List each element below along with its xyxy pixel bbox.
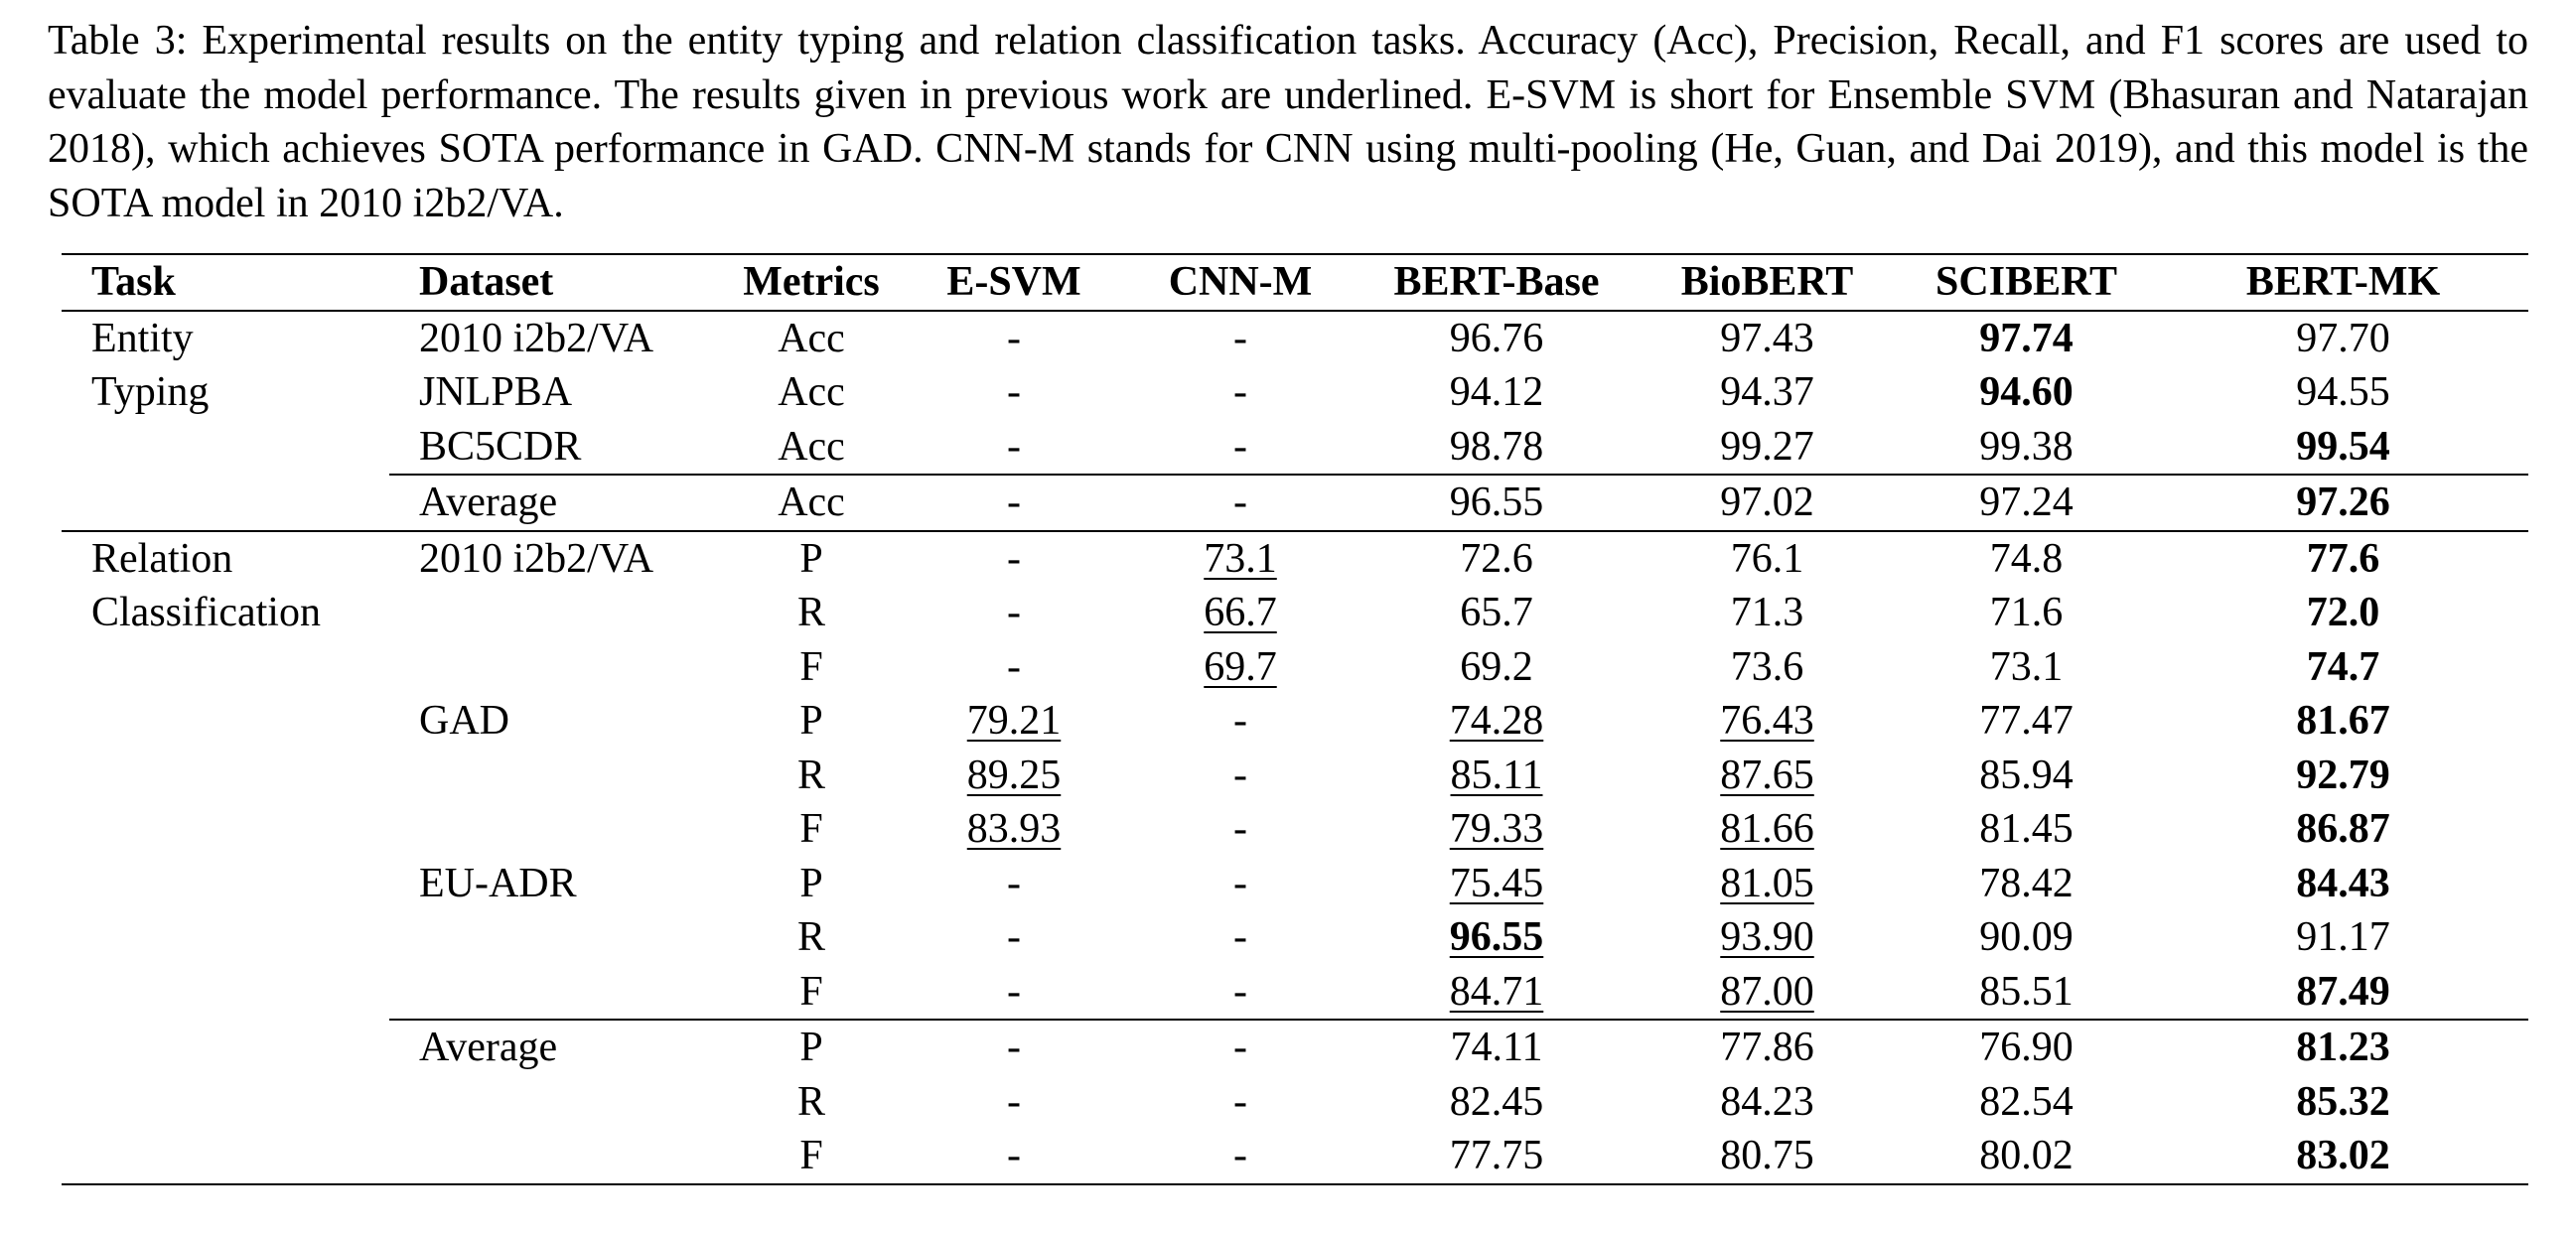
bert-base-value-cell <box>1354 965 1640 1021</box>
table-row <box>62 965 2528 1021</box>
header-bert-base: BERT-Base <box>1354 254 1640 311</box>
biobert-value-cell <box>1640 749 1895 803</box>
bert-base-value-cell <box>1354 802 1640 857</box>
cnn-m-value-cell: - <box>1233 860 1247 906</box>
e-svm-value-cell: - <box>1007 643 1021 690</box>
cnn-m-value-cell: - <box>1233 914 1247 960</box>
bert-mk-value-cell <box>2158 1129 2528 1184</box>
bert-mk-value-cell <box>2158 1075 2528 1130</box>
bert-mk-value-cell <box>2158 857 2528 911</box>
header-metrics: Metrics <box>722 254 901 311</box>
table-row <box>62 640 2528 695</box>
bert-mk-value-cell <box>2158 1020 2528 1075</box>
task-cell <box>62 749 389 803</box>
biobert-value-cell: 77.86 <box>1640 1020 1895 1075</box>
biobert-value-cell <box>1640 694 1895 749</box>
cnn-m-value-cell: - <box>1233 806 1247 852</box>
bert-mk-value-cell <box>2158 802 2528 857</box>
table-row <box>62 1129 2528 1184</box>
e-svm-value-cell: - <box>901 531 1127 587</box>
metric-cell: Acc <box>778 423 845 470</box>
bert-base-value-cell-text: 74.28 <box>1449 698 1544 744</box>
metric-cell: P <box>722 1020 901 1075</box>
bert-base-value-cell: 72.6 <box>1354 531 1640 587</box>
bert-base-value-cell <box>1354 694 1640 749</box>
scibert-value-cell: 81.45 <box>1979 806 2074 852</box>
cnn-m-value-cell: - <box>1233 423 1247 470</box>
bert-base-value-cell <box>1354 910 1640 965</box>
bert-mk-value-cell-text: 84.43 <box>2296 860 2390 906</box>
cnn-m-value-cell: - <box>1233 752 1247 798</box>
cnn-m-value-cell <box>1127 531 1354 587</box>
bert-base-value-cell <box>1354 749 1640 803</box>
task-cell: Relation <box>62 531 389 587</box>
cnn-m-value-cell: - <box>1233 315 1247 361</box>
scibert-value-cell: 80.02 <box>1895 1129 2158 1184</box>
table-row <box>62 531 2528 587</box>
e-svm-value-cell <box>901 802 1127 857</box>
metric-cell: P <box>799 698 823 744</box>
bert-mk-value-cell-text: 72.0 <box>2306 590 2380 635</box>
header-cnn-m: CNN-M <box>1127 254 1354 311</box>
biobert-value-cell: 97.43 <box>1720 315 1814 361</box>
task-cell <box>62 802 389 857</box>
cnn-m-value-cell: - <box>1127 1020 1354 1075</box>
biobert-value-cell <box>1640 857 1895 911</box>
table-row <box>62 311 2528 366</box>
biobert-value-cell: 80.75 <box>1640 1129 1895 1184</box>
metric-cell: Acc <box>778 369 845 415</box>
cnn-m-value-cell-text: 73.1 <box>1204 535 1277 582</box>
table-row <box>62 749 2528 803</box>
bert-mk-value-cell-text: 87.49 <box>2296 968 2390 1015</box>
metric-cell: R <box>796 1078 825 1125</box>
header-dataset: Dataset <box>389 254 722 311</box>
task-cell <box>62 910 389 965</box>
biobert-value-cell-text: 81.66 <box>1720 806 1814 852</box>
scibert-value-cell: 90.09 <box>1979 914 2074 960</box>
metric-cell: F <box>722 1129 901 1184</box>
header-row <box>62 254 2528 311</box>
task-cell <box>62 1129 389 1184</box>
bert-mk-value-cell-text: 81.23 <box>2296 1025 2390 1070</box>
scibert-value-cell: 76.90 <box>1895 1020 2158 1075</box>
task-cell <box>62 965 389 1021</box>
bert-mk-value-cell <box>2158 531 2528 587</box>
cnn-m-value-cell-text: 66.7 <box>1204 590 1277 635</box>
bert-mk-value-cell: 97.70 <box>2296 315 2390 361</box>
bert-mk-value-cell-text: 85.32 <box>2296 1078 2390 1125</box>
metric-cell: Acc <box>722 475 901 531</box>
metric-cell: R <box>796 914 825 960</box>
bert-mk-value-cell: 94.55 <box>2296 369 2390 415</box>
bert-mk-value-cell <box>2158 475 2528 531</box>
task-cell <box>62 475 389 531</box>
dataset-cell: Average <box>389 1020 722 1075</box>
bert-mk-value-cell-text: 86.87 <box>2296 806 2390 852</box>
bert-base-value-cell: 65.7 <box>1460 590 1533 635</box>
task-cell <box>62 640 389 695</box>
scibert-value-cell-text: 94.60 <box>1979 369 2074 415</box>
bert-mk-value-cell: 91.17 <box>2296 914 2390 960</box>
table-row <box>62 694 2528 749</box>
bert-base-value-cell <box>1354 857 1640 911</box>
e-svm-value-cell: - <box>1007 590 1021 635</box>
e-svm-value-cell: - <box>901 475 1127 531</box>
bert-mk-value-cell-text: 81.67 <box>2296 698 2390 744</box>
table-body <box>62 311 2528 1184</box>
biobert-value-cell-text: 87.65 <box>1720 752 1814 798</box>
bert-base-value-cell-text: 84.71 <box>1449 968 1544 1015</box>
metric-cell: Acc <box>778 315 845 361</box>
dataset-cell: 2010 i2b2/VA <box>389 531 722 587</box>
biobert-value-cell-text: 87.00 <box>1720 968 1814 1015</box>
biobert-value-cell: 97.02 <box>1640 475 1895 531</box>
biobert-value-cell <box>1640 965 1895 1021</box>
task-cell: Classification <box>91 590 321 635</box>
e-svm-value-cell <box>901 694 1127 749</box>
table-row <box>62 910 2528 965</box>
metric-cell: P <box>722 531 901 587</box>
bert-mk-value-cell <box>2158 965 2528 1021</box>
header-e-svm: E-SVM <box>901 254 1127 311</box>
e-svm-value-cell: - <box>1007 860 1021 906</box>
biobert-value-cell <box>1640 910 1895 965</box>
e-svm-value-cell: - <box>901 1129 1127 1184</box>
scibert-value-cell: 99.38 <box>1979 423 2074 470</box>
bert-mk-value-cell-text: 97.26 <box>2296 480 2390 525</box>
bert-base-value-cell-text: 75.45 <box>1449 860 1544 906</box>
scibert-value-cell: 82.54 <box>1979 1078 2074 1125</box>
metric-cell: R <box>796 752 825 798</box>
bert-mk-value-cell-text: 83.02 <box>2296 1133 2390 1178</box>
dataset-cell <box>389 749 722 803</box>
cnn-m-value-cell: - <box>1233 968 1247 1015</box>
dataset-cell <box>389 1129 722 1184</box>
task-cell <box>62 857 389 911</box>
scibert-value-cell <box>1895 311 2158 366</box>
metric-cell: F <box>799 643 823 690</box>
bert-mk-value-cell <box>2158 420 2528 476</box>
bert-base-value-cell-text: 96.55 <box>1449 914 1544 960</box>
cnn-m-value-cell: - <box>1233 698 1247 744</box>
table-row <box>62 475 2528 531</box>
dataset-cell: GAD <box>419 698 509 744</box>
bert-mk-value-cell-text: 99.54 <box>2296 423 2390 470</box>
e-svm-value-cell: - <box>1007 423 1021 470</box>
metric-cell: F <box>799 968 823 1015</box>
dataset-cell <box>389 910 722 965</box>
biobert-value-cell: 76.1 <box>1640 531 1895 587</box>
bert-base-value-cell: 94.12 <box>1449 369 1544 415</box>
scibert-value-cell: 78.42 <box>1979 860 2074 906</box>
task-cell <box>62 1075 389 1130</box>
bert-base-value-cell-text: 85.11 <box>1450 752 1543 798</box>
table-row <box>62 1020 2528 1075</box>
cnn-m-value-cell <box>1127 586 1354 640</box>
table-row <box>62 420 2528 476</box>
bert-base-value-cell: 96.76 <box>1449 315 1544 361</box>
metric-cell: P <box>799 860 823 906</box>
bert-base-value-cell: 98.78 <box>1449 423 1544 470</box>
biobert-value-cell-text: 76.43 <box>1720 698 1814 744</box>
biobert-value-cell: 73.6 <box>1730 643 1804 690</box>
biobert-value-cell: 99.27 <box>1720 423 1814 470</box>
dataset-cell: EU-ADR <box>419 860 577 906</box>
bert-base-value-cell: 69.2 <box>1460 643 1533 690</box>
table-row <box>62 1075 2528 1130</box>
table-row <box>62 857 2528 911</box>
biobert-value-cell-text: 81.05 <box>1720 860 1814 906</box>
task-cell: Entity <box>91 315 194 361</box>
bert-mk-value-cell-text: 92.79 <box>2296 752 2390 798</box>
e-svm-value-cell: - <box>901 1020 1127 1075</box>
scibert-value-cell <box>1895 365 2158 420</box>
task-cell <box>62 420 389 476</box>
table-caption: Table 3: Experimental results on the entity typing and relation classification tasks. Accuracy (Acc), Precision, Recall, and F1 scores are used to evaluate the model performance. The results given in previous work are underlined. E-SVM is short for Ensemble SVM (Bhasuran and Natarajan 2018), which achieves SOTA performance in GAD. CNN-M stands for CNN using multi-pooling (He, Guan, and Dai 2019), and this model is the SOTA model in 2010 i2b2/VA. <box>48 18 2528 226</box>
cnn-m-value-cell <box>1127 640 1354 695</box>
header-scibert: SCIBERT <box>1895 254 2158 311</box>
bert-mk-value-cell <box>2158 586 2528 640</box>
scibert-value-cell: 77.47 <box>1979 698 2074 744</box>
e-svm-value-cell-text: 89.25 <box>966 752 1062 798</box>
bert-base-value-cell: 82.45 <box>1449 1078 1544 1125</box>
e-svm-value-cell: - <box>1007 1078 1021 1125</box>
table-row <box>62 586 2528 640</box>
e-svm-value-cell: - <box>1007 315 1021 361</box>
dataset-cell: JNLPBA <box>419 369 573 415</box>
scibert-value-cell: 85.51 <box>1979 968 2074 1015</box>
dataset-cell <box>389 965 722 1021</box>
table-row <box>62 802 2528 857</box>
scibert-value-cell-text: 97.74 <box>1979 315 2074 361</box>
biobert-value-cell: 71.3 <box>1730 590 1804 635</box>
biobert-value-cell <box>1640 802 1895 857</box>
task-cell: Typing <box>91 369 210 415</box>
cnn-m-value-cell: - <box>1127 475 1354 531</box>
cnn-m-value-cell-text: 69.7 <box>1204 643 1277 690</box>
bert-mk-value-cell <box>2158 749 2528 803</box>
e-svm-value-cell: - <box>1007 914 1021 960</box>
dataset-cell: BC5CDR <box>419 423 582 470</box>
e-svm-value-cell-text: 83.93 <box>966 806 1062 852</box>
bert-base-value-cell: 77.75 <box>1354 1129 1640 1184</box>
cnn-m-value-cell: - <box>1233 369 1247 415</box>
bert-mk-value-cell <box>2158 640 2528 695</box>
bert-mk-value-cell <box>2158 694 2528 749</box>
task-cell <box>62 694 389 749</box>
task-cell <box>62 1020 389 1075</box>
biobert-value-cell: 94.37 <box>1720 369 1814 415</box>
cnn-m-value-cell: - <box>1233 1078 1247 1125</box>
header-task: Task <box>62 254 389 311</box>
e-svm-value-cell-text: 79.21 <box>966 698 1062 744</box>
biobert-value-cell-text: 93.90 <box>1720 914 1814 960</box>
header-biobert: BioBERT <box>1640 254 1895 311</box>
dataset-cell <box>389 640 722 695</box>
table-row <box>62 365 2528 420</box>
results-table <box>62 253 2528 1185</box>
dataset-cell: 2010 i2b2/VA <box>419 315 654 361</box>
bert-base-value-cell: 96.55 <box>1354 475 1640 531</box>
dataset-cell <box>389 1075 722 1130</box>
scibert-value-cell: 71.6 <box>1989 590 2064 635</box>
e-svm-value-cell <box>901 749 1127 803</box>
dataset-cell: Average <box>389 475 722 531</box>
bert-mk-value-cell-text: 77.6 <box>2306 535 2380 582</box>
cnn-m-value-cell: - <box>1127 1129 1354 1184</box>
e-svm-value-cell: - <box>1007 968 1021 1015</box>
scibert-value-cell: 85.94 <box>1979 752 2074 798</box>
e-svm-value-cell: - <box>1007 369 1021 415</box>
bert-base-value-cell: 74.11 <box>1354 1020 1640 1075</box>
metric-cell: R <box>796 590 825 635</box>
header-bert-mk: BERT-MK <box>2158 254 2528 311</box>
dataset-cell <box>389 586 722 640</box>
scibert-value-cell: 74.8 <box>1895 531 2158 587</box>
scibert-value-cell: 97.24 <box>1895 475 2158 531</box>
bert-mk-value-cell-text: 74.7 <box>2306 643 2380 690</box>
dataset-cell <box>389 802 722 857</box>
bert-base-value-cell-text: 79.33 <box>1449 806 1544 852</box>
scibert-value-cell: 73.1 <box>1989 643 2064 690</box>
biobert-value-cell: 84.23 <box>1720 1078 1814 1125</box>
metric-cell: F <box>799 806 823 852</box>
